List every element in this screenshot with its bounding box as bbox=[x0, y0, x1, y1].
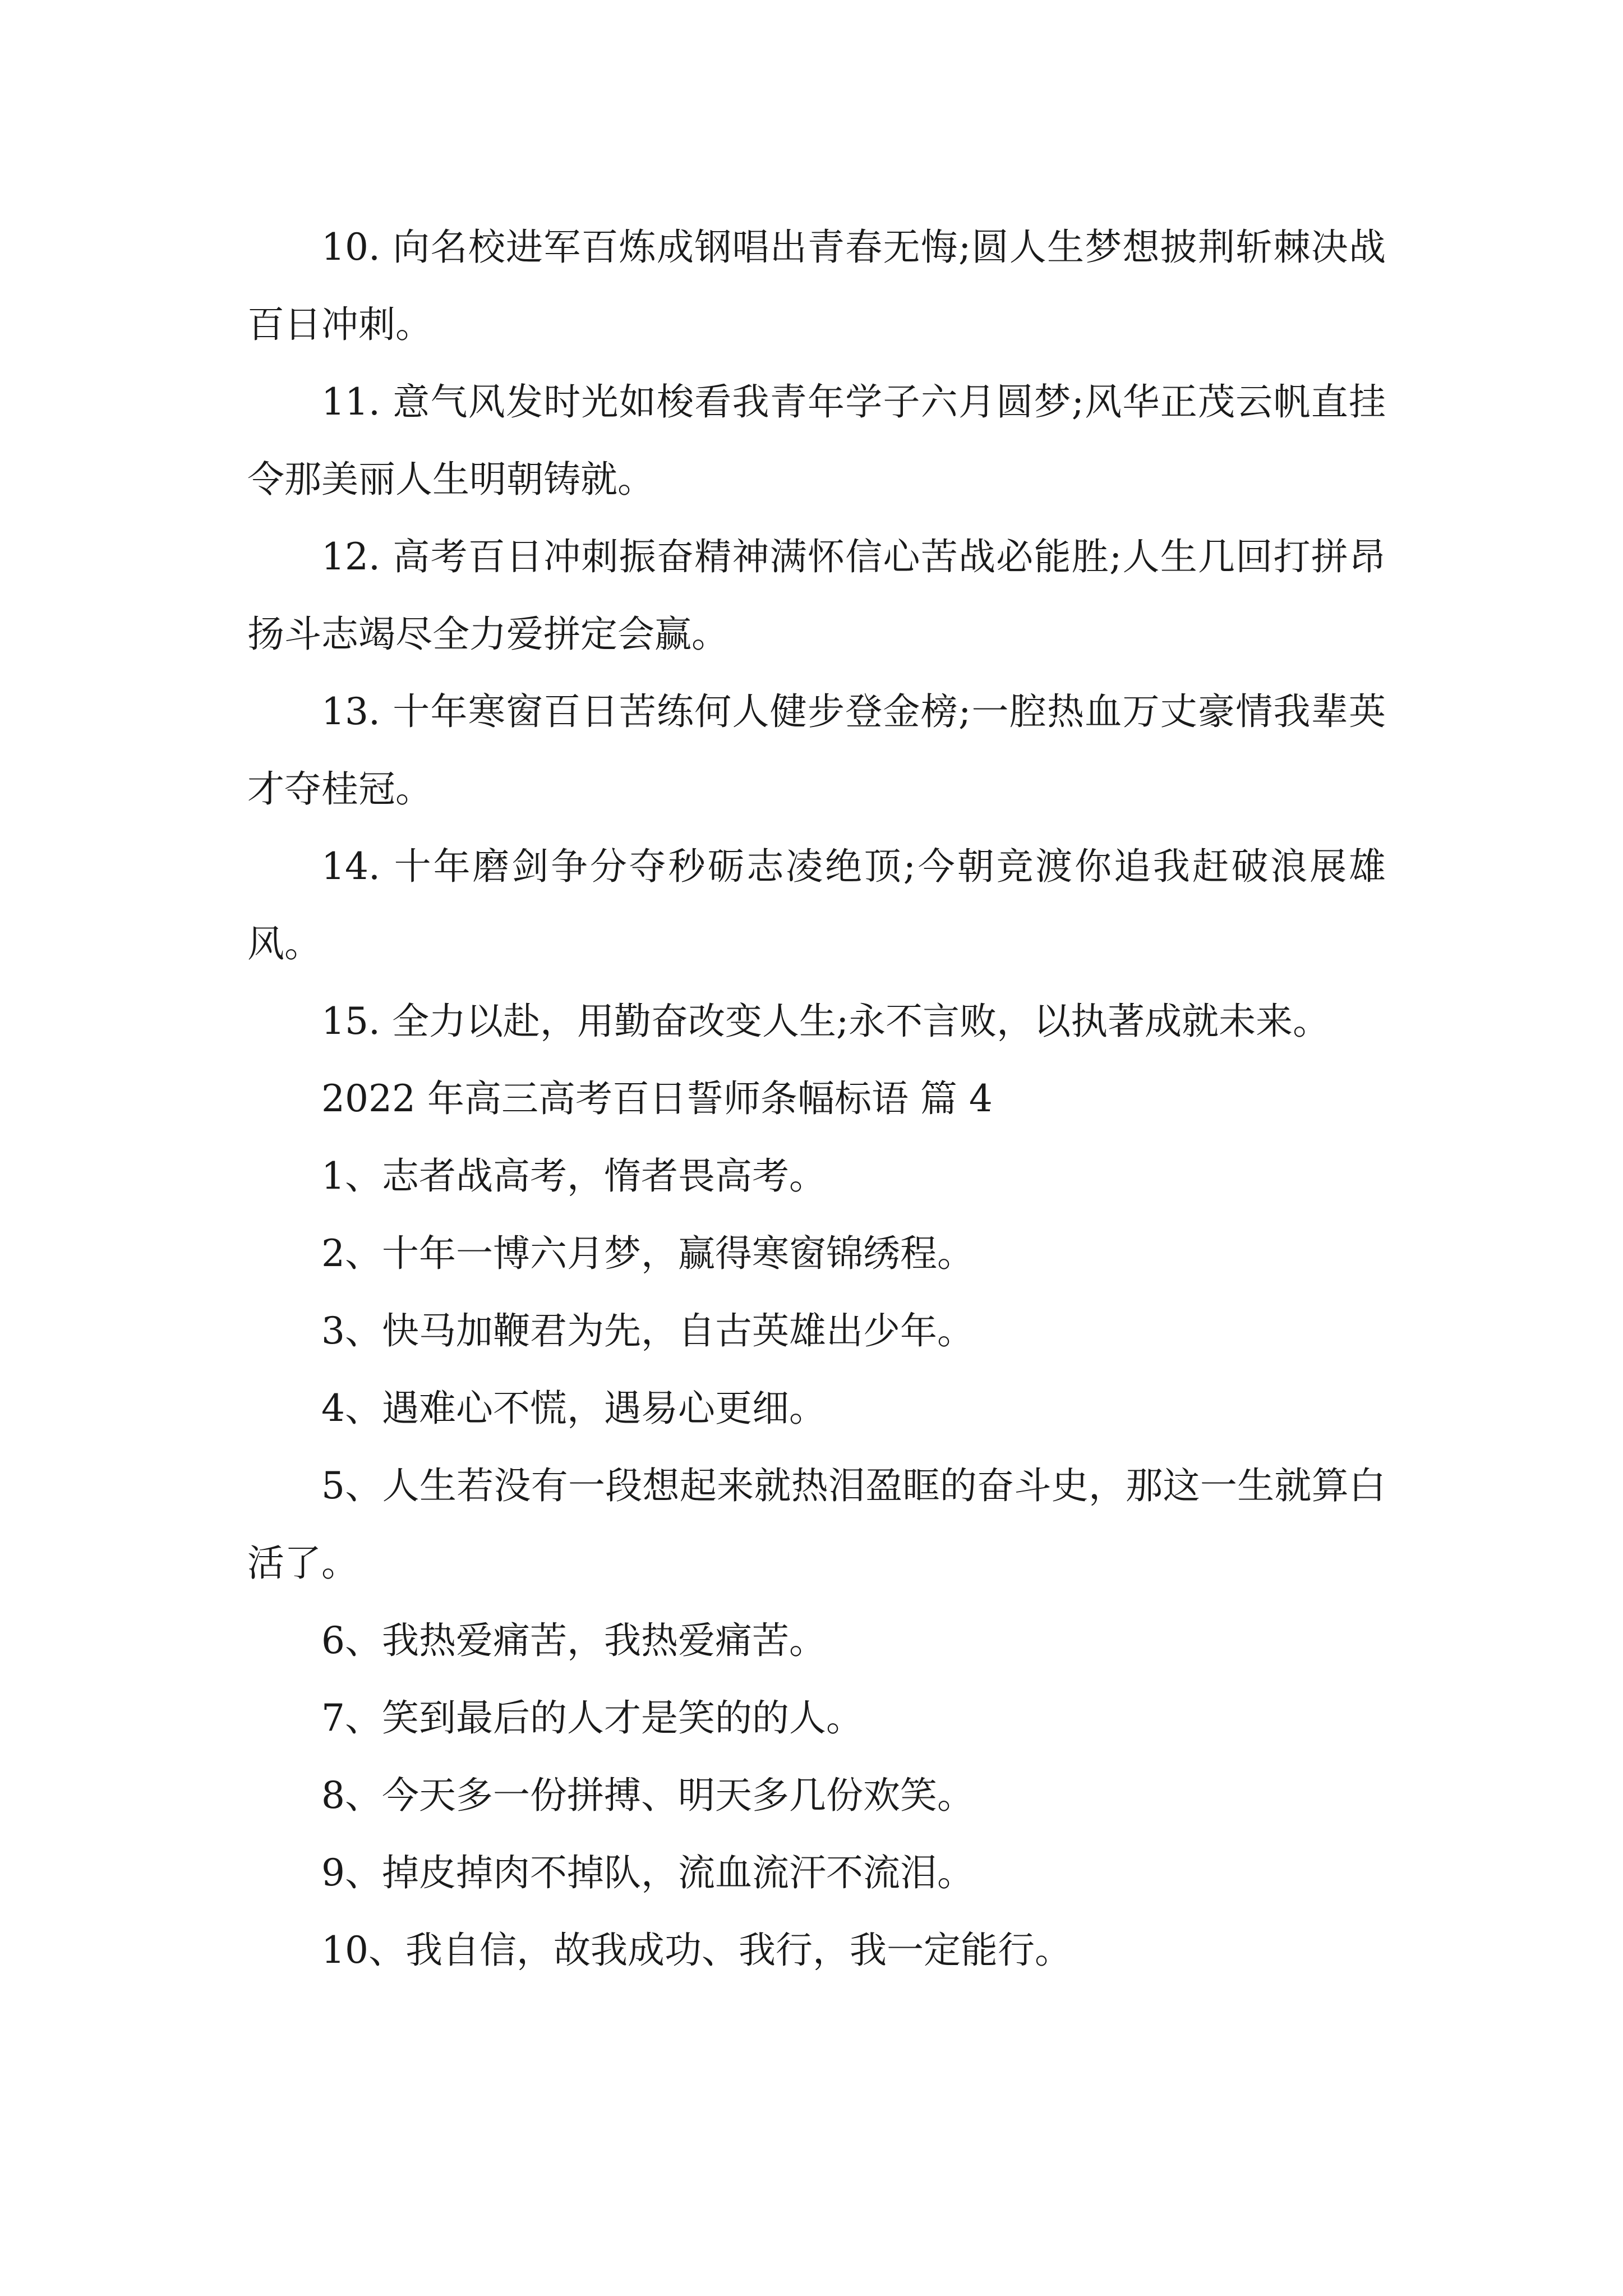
list-item: 1、志者战高考，惰者畏高考。 bbox=[321, 1154, 826, 1198]
document-body bbox=[247, 209, 1386, 1989]
list-item: 10、我自信，故我成功、我行，我一定能行。 bbox=[321, 1929, 1072, 1972]
list-item: 2、十年一博六月梦，赢得寒窗锦绣程。 bbox=[321, 1232, 974, 1275]
list-item: 6、我热爱痛苦，我热爱痛苦。 bbox=[321, 1619, 826, 1662]
slogan-paragraph-14: 14. 十年磨剑争分夺秒砺志凌绝顶;今朝竞渡你追我赶破浪展雄风。 bbox=[247, 845, 1386, 965]
slogan-paragraph-13: 13. 十年寒窗百日苦练何人健步登金榜;一腔热血万丈豪情我辈英才夺桂冠。 bbox=[247, 690, 1386, 811]
list-item: 4、遇难心不慌，遇易心更细。 bbox=[321, 1387, 826, 1430]
slogan-paragraph-11: 11. 意气风发时光如梭看我青年学子六月圆梦;风华正茂云帆直挂令那美丽人生明朝铸就。 bbox=[247, 380, 1386, 501]
section-heading: 2022 年高三高考百日誓师条幅标语 篇 4 bbox=[321, 1077, 993, 1120]
slogan-paragraph-15: 15. 全力以赴，用勤奋改变人生;永不言败，以执著成就未来。 bbox=[321, 1000, 1330, 1043]
list-item: 3、快马加鞭君为先，自古英雄出少年。 bbox=[321, 1309, 974, 1352]
list-item: 9、掉皮掉肉不掉队，流血流汗不流泪。 bbox=[321, 1851, 974, 1894]
slogan-paragraph-10: 10. 向名校进军百炼成钢唱出青春无悔;圆人生梦想披荆斩棘决战百日冲刺。 bbox=[247, 226, 1386, 346]
list-item: 5、人生若没有一段想起来就热泪盈眶的奋斗史，那这一生就算白活了。 bbox=[247, 1464, 1386, 1585]
slogan-paragraph-12: 12. 高考百日冲刺振奋精神满怀信心苦战必能胜;人生几回打拼昂扬斗志竭尽全力爱拼定会赢。 bbox=[247, 535, 1386, 656]
list-item: 7、笑到最后的人才是笑的的人。 bbox=[321, 1696, 863, 1740]
list-item: 8、今天多一份拼搏、明天多几份欢笑。 bbox=[321, 1774, 974, 1817]
